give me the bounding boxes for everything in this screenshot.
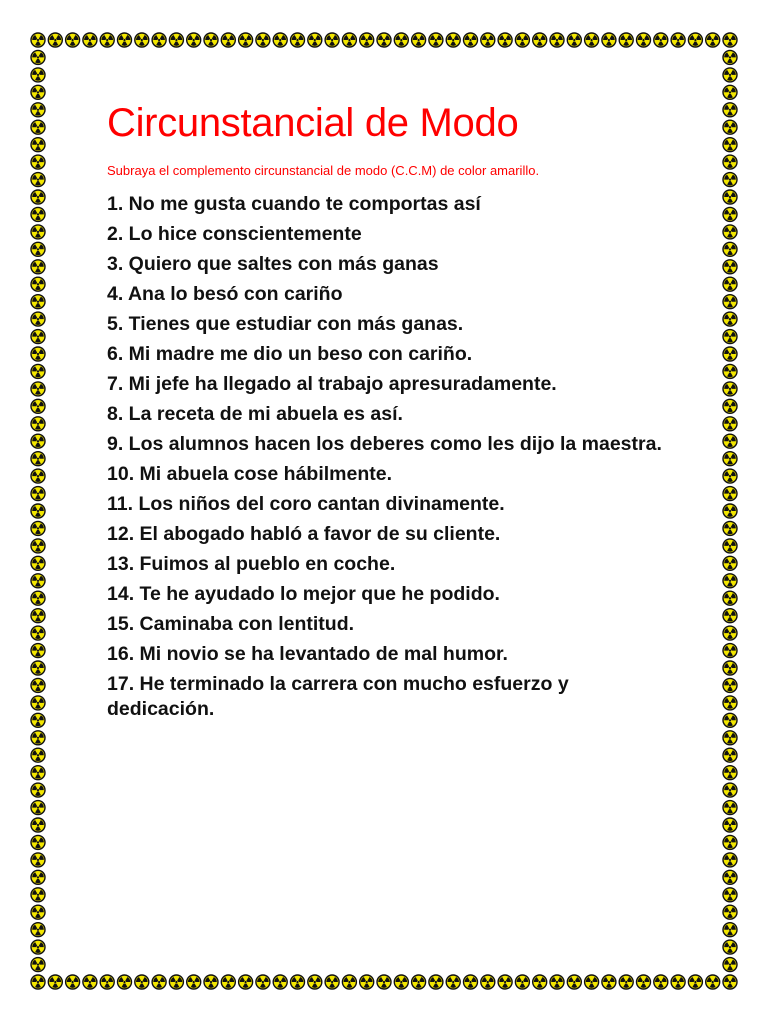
exercise-item: 11. Los niños del coro cantan divinamente. [107, 493, 505, 515]
radiation-symbol-icon [31, 556, 45, 571]
radiation-symbol-icon [619, 975, 633, 990]
radiation-symbol-icon [723, 330, 737, 345]
radiation-symbol-icon [31, 85, 45, 100]
radiation-symbol-icon [290, 33, 304, 48]
radiation-symbol-icon [83, 33, 97, 48]
radiation-symbol-icon [723, 85, 737, 100]
radiation-symbol-icon [723, 312, 737, 327]
radiation-symbol-icon [31, 940, 45, 955]
radiation-symbol-icon [723, 818, 737, 833]
radiation-symbol-icon [308, 33, 322, 48]
radiation-symbol-icon [723, 696, 737, 711]
radiation-symbol-icon [31, 312, 45, 327]
radiation-symbol-icon [31, 452, 45, 467]
exercise-item: 2. Lo hice conscientemente [107, 223, 362, 245]
radiation-symbol-icon [31, 731, 45, 746]
radiation-symbol-icon [723, 644, 737, 659]
radiation-symbol-icon [169, 975, 183, 990]
radiation-symbol-icon [723, 958, 737, 973]
exercise-item: 14. Te he ayudado lo mejor que he podido. [107, 583, 500, 605]
radiation-symbol-icon [723, 242, 737, 257]
radiation-symbol-icon [723, 521, 737, 536]
radiation-symbol-icon [723, 347, 737, 362]
radiation-symbol-icon [31, 870, 45, 885]
worksheet [107, 96, 667, 727]
radiation-symbol-icon [325, 975, 339, 990]
radiation-symbol-icon [31, 905, 45, 920]
exercise-item: 10. Mi abuela cose hábilmente. [107, 463, 393, 485]
exercise-item: 15. Caminaba con lentitud. [107, 613, 355, 635]
radiation-symbol-icon [602, 975, 616, 990]
radiation-symbol-icon [654, 975, 668, 990]
exercise-item: 3. Quiero que saltes con más ganas [107, 253, 439, 275]
radiation-symbol-icon [31, 574, 45, 589]
radiation-symbol-icon [31, 382, 45, 397]
radiation-symbol-icon [135, 975, 149, 990]
radiation-symbol-icon [723, 190, 737, 205]
exercise-item: 9. Los alumnos hacen los deberes como les dijo la maestra. [107, 433, 662, 455]
radiation-symbol-icon [723, 975, 737, 990]
radiation-symbol-icon [723, 487, 737, 502]
exercise-item: 13. Fuimos al pueblo en coche. [107, 553, 396, 575]
radiation-symbol-icon [723, 434, 737, 449]
radiation-symbol-icon [723, 731, 737, 746]
radiation-symbol-icon [221, 33, 235, 48]
radiation-symbol-icon [671, 975, 685, 990]
radiation-symbol-icon [394, 975, 408, 990]
radiation-symbol-icon [602, 33, 616, 48]
radiation-symbol-icon [31, 469, 45, 484]
exercise-item: 6. Mi madre me dio un beso con cariño. [107, 343, 473, 365]
radiation-symbol-icon [723, 678, 737, 693]
radiation-symbol-icon [31, 260, 45, 275]
radiation-symbol-icon [723, 888, 737, 903]
radiation-symbol-icon [463, 975, 477, 990]
radiation-symbol-icon [31, 330, 45, 345]
radiation-symbol-icon [31, 487, 45, 502]
radiation-symbol-icon [723, 853, 737, 868]
radiation-symbol-icon [723, 556, 737, 571]
radiation-symbol-icon [688, 975, 702, 990]
radiation-symbol-icon [238, 975, 252, 990]
radiation-symbol-icon [723, 452, 737, 467]
radiation-symbol-icon [723, 574, 737, 589]
radiation-symbol-icon [31, 120, 45, 135]
radiation-symbol-icon [238, 33, 252, 48]
radiation-symbol-icon [31, 68, 45, 83]
radiation-symbol-icon [83, 975, 97, 990]
radiation-symbol-icon [723, 783, 737, 798]
radiation-symbol-icon [429, 975, 443, 990]
radiation-symbol-icon [31, 347, 45, 362]
radiation-symbol-icon [359, 975, 373, 990]
radiation-symbol-icon [31, 295, 45, 310]
radiation-symbol-icon [186, 975, 200, 990]
radiation-symbol-icon [723, 382, 737, 397]
radiation-symbol-icon [31, 277, 45, 292]
radiation-symbol-icon [723, 801, 737, 816]
exercise-item: 4. Ana lo besó con cariño [107, 283, 343, 305]
radiation-symbol-icon [31, 713, 45, 728]
radiation-symbol-icon [31, 504, 45, 519]
radiation-symbol-icon [31, 50, 45, 65]
radiation-symbol-icon [723, 417, 737, 432]
radiation-symbol-icon [48, 33, 62, 48]
radiation-symbol-icon [723, 120, 737, 135]
radiation-symbol-icon [31, 225, 45, 240]
radiation-symbol-icon [723, 940, 737, 955]
radiation-symbol-icon [550, 975, 564, 990]
radiation-symbol-icon [273, 975, 287, 990]
radiation-symbol-icon [256, 975, 270, 990]
exercise-item: 12. El abogado habló a favor de su cliente. [107, 523, 501, 545]
instruction-text: Subraya el complemento circunstancial de modo (C.C.M) de color amarillo. [107, 163, 540, 178]
radiation-symbol-icon [550, 33, 564, 48]
radiation-symbol-icon [723, 50, 737, 65]
radiation-symbol-icon [481, 975, 495, 990]
radiation-symbol-icon [723, 766, 737, 781]
radiation-symbol-icon [463, 33, 477, 48]
radiation-symbol-icon [705, 33, 719, 48]
radiation-symbol-icon [152, 975, 166, 990]
radiation-symbol-icon [723, 295, 737, 310]
radiation-symbol-icon [723, 260, 737, 275]
radiation-symbol-icon [567, 33, 581, 48]
radiation-symbol-icon [723, 469, 737, 484]
radiation-symbol-icon [31, 364, 45, 379]
radiation-symbol-icon [723, 539, 737, 554]
exercise-item: 8. La receta de mi abuela es así. [107, 403, 403, 425]
radiation-symbol-icon [723, 68, 737, 83]
radiation-symbol-icon [100, 975, 114, 990]
radiation-symbol-icon [31, 417, 45, 432]
radiation-symbol-icon [290, 975, 304, 990]
radiation-symbol-icon [31, 923, 45, 938]
radiation-symbol-icon [65, 975, 79, 990]
radiation-symbol-icon [515, 33, 529, 48]
radiation-symbol-icon [100, 33, 114, 48]
radiation-symbol-icon [723, 225, 737, 240]
radiation-symbol-icon [723, 591, 737, 606]
radiation-symbol-icon [584, 975, 598, 990]
radiation-symbol-icon [446, 33, 460, 48]
radiation-symbol-icon [31, 888, 45, 903]
radiation-symbol-icon [705, 975, 719, 990]
radiation-symbol-icon [31, 801, 45, 816]
radiation-symbol-icon [377, 33, 391, 48]
radiation-symbol-icon [31, 958, 45, 973]
page-title: Circunstancial de Modo [107, 101, 519, 145]
radiation-symbol-icon [584, 33, 598, 48]
radiation-symbol-icon [31, 539, 45, 554]
radiation-symbol-icon [723, 277, 737, 292]
radiation-symbol-icon [411, 975, 425, 990]
exercise-item: 1. No me gusta cuando te comportas así [107, 193, 481, 215]
radiation-symbol-icon [359, 33, 373, 48]
radiation-symbol-icon [377, 975, 391, 990]
radiation-symbol-icon [152, 33, 166, 48]
radiation-symbol-icon [31, 609, 45, 624]
radiation-symbol-icon [723, 33, 737, 48]
radiation-symbol-icon [723, 155, 737, 170]
radiation-symbol-icon [308, 975, 322, 990]
radiation-symbol-icon [31, 155, 45, 170]
radiation-symbol-icon [31, 678, 45, 693]
radiation-symbol-icon [723, 173, 737, 188]
radiation-symbol-icon [411, 33, 425, 48]
radiation-symbol-icon [723, 905, 737, 920]
radiation-symbol-icon [31, 434, 45, 449]
radiation-symbol-icon [256, 33, 270, 48]
radiation-symbol-icon [31, 766, 45, 781]
radiation-symbol-icon [723, 138, 737, 153]
exercise-item: 16. Mi novio se ha levantado de mal humor. [107, 643, 508, 665]
radiation-symbol-icon [342, 33, 356, 48]
radiation-symbol-icon [723, 923, 737, 938]
radiation-symbol-icon [567, 975, 581, 990]
radiation-symbol-icon [723, 661, 737, 676]
radiation-symbol-icon [31, 242, 45, 257]
radiation-symbol-icon [31, 853, 45, 868]
radiation-symbol-icon [688, 33, 702, 48]
radiation-symbol-icon [446, 975, 460, 990]
radiation-symbol-icon [429, 33, 443, 48]
radiation-symbol-icon [31, 591, 45, 606]
radiation-symbol-icon [31, 818, 45, 833]
radiation-symbol-icon [31, 696, 45, 711]
radiation-symbol-icon [31, 207, 45, 222]
radiation-symbol-icon [654, 33, 668, 48]
radiation-symbol-icon [723, 870, 737, 885]
radiation-symbol-icon [325, 33, 339, 48]
radiation-symbol-icon [723, 835, 737, 850]
radiation-symbol-icon [31, 783, 45, 798]
radiation-symbol-icon [342, 975, 356, 990]
radiation-symbol-icon [532, 33, 546, 48]
radiation-symbol-icon [31, 399, 45, 414]
radiation-symbol-icon [723, 207, 737, 222]
radiation-symbol-icon [636, 975, 650, 990]
radiation-symbol-icon [65, 33, 79, 48]
radiation-symbol-icon [498, 975, 512, 990]
radiation-symbol-icon [31, 644, 45, 659]
radiation-symbol-icon [723, 713, 737, 728]
radiation-symbol-icon [117, 33, 131, 48]
radiation-symbol-icon [481, 33, 495, 48]
radiation-symbol-icon [48, 975, 62, 990]
radiation-symbol-icon [723, 399, 737, 414]
radiation-symbol-icon [723, 626, 737, 641]
radiation-symbol-icon [273, 33, 287, 48]
radiation-symbol-icon [636, 33, 650, 48]
radiation-symbol-icon [723, 504, 737, 519]
exercise-list [107, 192, 667, 722]
radiation-symbol-icon [221, 975, 235, 990]
radiation-symbol-icon [31, 626, 45, 641]
radiation-symbol-icon [532, 975, 546, 990]
radiation-symbol-icon [204, 975, 218, 990]
radiation-symbol-icon [723, 364, 737, 379]
radiation-symbol-icon [31, 33, 45, 48]
radiation-symbol-icon [31, 661, 45, 676]
radiation-symbol-icon [169, 33, 183, 48]
radiation-symbol-icon [31, 748, 45, 763]
radiation-symbol-icon [31, 103, 45, 118]
exercise-item: 7. Mi jefe ha llegado al trabajo apresuradamente. [107, 373, 557, 395]
exercise-item: 5. Tienes que estudiar con más ganas. [107, 313, 464, 335]
radiation-symbol-icon [31, 975, 45, 990]
radiation-symbol-icon [515, 975, 529, 990]
radiation-symbol-icon [31, 138, 45, 153]
radiation-symbol-icon [31, 835, 45, 850]
radiation-symbol-icon [723, 748, 737, 763]
radiation-symbol-icon [31, 190, 45, 205]
radiation-symbol-icon [31, 173, 45, 188]
exercise-item: 17. He terminado la carrera con mucho esfuerzo y dedicación. [107, 673, 569, 720]
radiation-symbol-icon [117, 975, 131, 990]
radiation-symbol-icon [671, 33, 685, 48]
radiation-symbol-icon [498, 33, 512, 48]
radiation-symbol-icon [135, 33, 149, 48]
radiation-symbol-icon [204, 33, 218, 48]
radiation-symbol-icon [723, 103, 737, 118]
radiation-symbol-icon [723, 609, 737, 624]
radiation-symbol-icon [619, 33, 633, 48]
radiation-symbol-icon [394, 33, 408, 48]
radiation-symbol-icon [186, 33, 200, 48]
radiation-symbol-icon [31, 521, 45, 536]
